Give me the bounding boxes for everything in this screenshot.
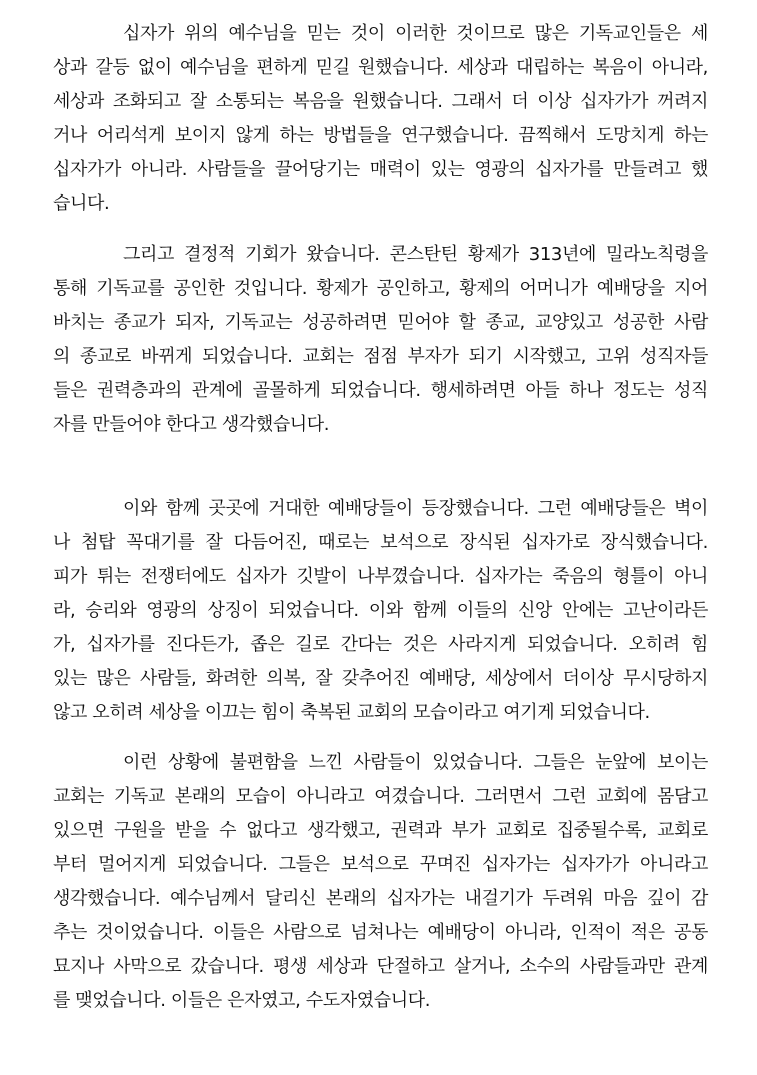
text-line: 습니다. [53,193,110,214]
text-line: 세상과 조화되고 잘 소통되는 복음을 원했습니다. 그래서 더 이상 십자가가 꺼려지 [53,91,708,112]
text-line: 있는 많은 사람들, 화려한 의복, 잘 갖추어진 예배당, 세상에서 더이상 무시당하지 [53,668,708,689]
text-line: 부터 멀어지게 되었습니다. 그들은 보석으로 꾸며진 십자가는 십자가가 아니라고 [53,854,708,875]
paragraph-2 [53,238,708,442]
text-line: 라, 승리와 영광의 상징이 되었습니다. 이와 함께 이들의 신앙 안에는 고난이라든 [53,600,708,621]
text-line: 들은 권력층과의 관계에 골몰하게 되었습니다. 행세하려면 아들 하나 정도는 성직 [53,380,708,401]
text-line: 를 맺었습니다. 이들은 은자였고, 수도자였습니다. [53,990,431,1011]
text-line: 그리고 결정적 기회가 왔습니다. 콘스탄틴 황제가 313년에 밀라노칙령을 [123,244,708,265]
text-line: 의 종교로 바뀌게 되었습니다. 교회는 점점 부자가 되기 시작했고, 고위 성직자들 [53,346,708,367]
text-line: 추는 것이었습니다. 이들은 사람으로 넘쳐나는 예배당이 아니라, 인적이 적은 공동 [53,922,708,943]
text-line: 교회는 기독교 본래의 모습이 아니라고 여겼습니다. 그러면서 그런 교회에 몸담고 [53,786,708,807]
text-line: 이런 상황에 불편함을 느낀 사람들이 있었습니다. 그들은 눈앞에 보이는 [123,752,708,773]
text-line: 거나 어리석게 보이지 않게 하는 방법들을 연구했습니다. 끔찍해서 도망치게 하는 [53,125,708,146]
text-line: 피가 튀는 전쟁터에도 십자가 깃발이 나부꼈습니다. 십자가는 죽음의 형틀이 아니 [53,566,708,587]
text-line: 상과 갈등 없이 예수님을 편하게 믿길 원했습니다. 세상과 대립하는 복음이 아니라, [53,57,708,78]
text-line: 자를 만들어야 한다고 생각했습니다. [53,414,330,435]
paragraph-4 [53,746,708,1018]
text-line: 가, 십자가를 진다든가, 좁은 길로 간다는 것은 사라지게 되었습니다. 오히려 힘 [53,634,708,655]
text-line: 묘지나 사막으로 갔습니다. 평생 세상과 단절하고 살거나, 소수의 사람들과만 관계 [53,956,708,977]
paragraph-1 [53,17,708,221]
text-line: 않고 오히려 세상을 이끄는 힘이 축복된 교회의 모습이라고 여기게 되었습니다. [53,702,650,723]
text-line: 십자가 위의 예수님을 믿는 것이 이러한 것이므로 많은 기독교인들은 세 [123,23,708,44]
paragraph-3 [53,492,708,730]
text-line: 있으면 구원을 받을 수 없다고 생각했고, 권력과 부가 교회로 집중될수록, 교회로 [53,820,708,841]
text-line: 바치는 종교가 되자, 기독교는 성공하려면 믿어야 할 종교, 교양있고 성공한 사람 [53,312,708,333]
text-line: 통해 기독교를 공인한 것입니다. 황제가 공인하고, 황제의 어머니가 예배당을 지어 [53,278,708,299]
text-line: 생각했습니다. 예수님께서 달리신 본래의 십자가는 내걸기가 두려워 마음 깊이 감 [53,888,708,909]
text-line: 나 첨탑 꼭대기를 잘 다듬어진, 때로는 보석으로 장식된 십자가로 장식했습니다. [53,532,708,553]
text-line: 이와 함께 곳곳에 거대한 예배당들이 등장했습니다. 그런 예배당들은 벽이 [123,498,708,519]
text-line: 십자가가 아니라. 사람들을 끌어당기는 매력이 있는 영광의 십자가를 만들려고 했 [53,159,708,180]
